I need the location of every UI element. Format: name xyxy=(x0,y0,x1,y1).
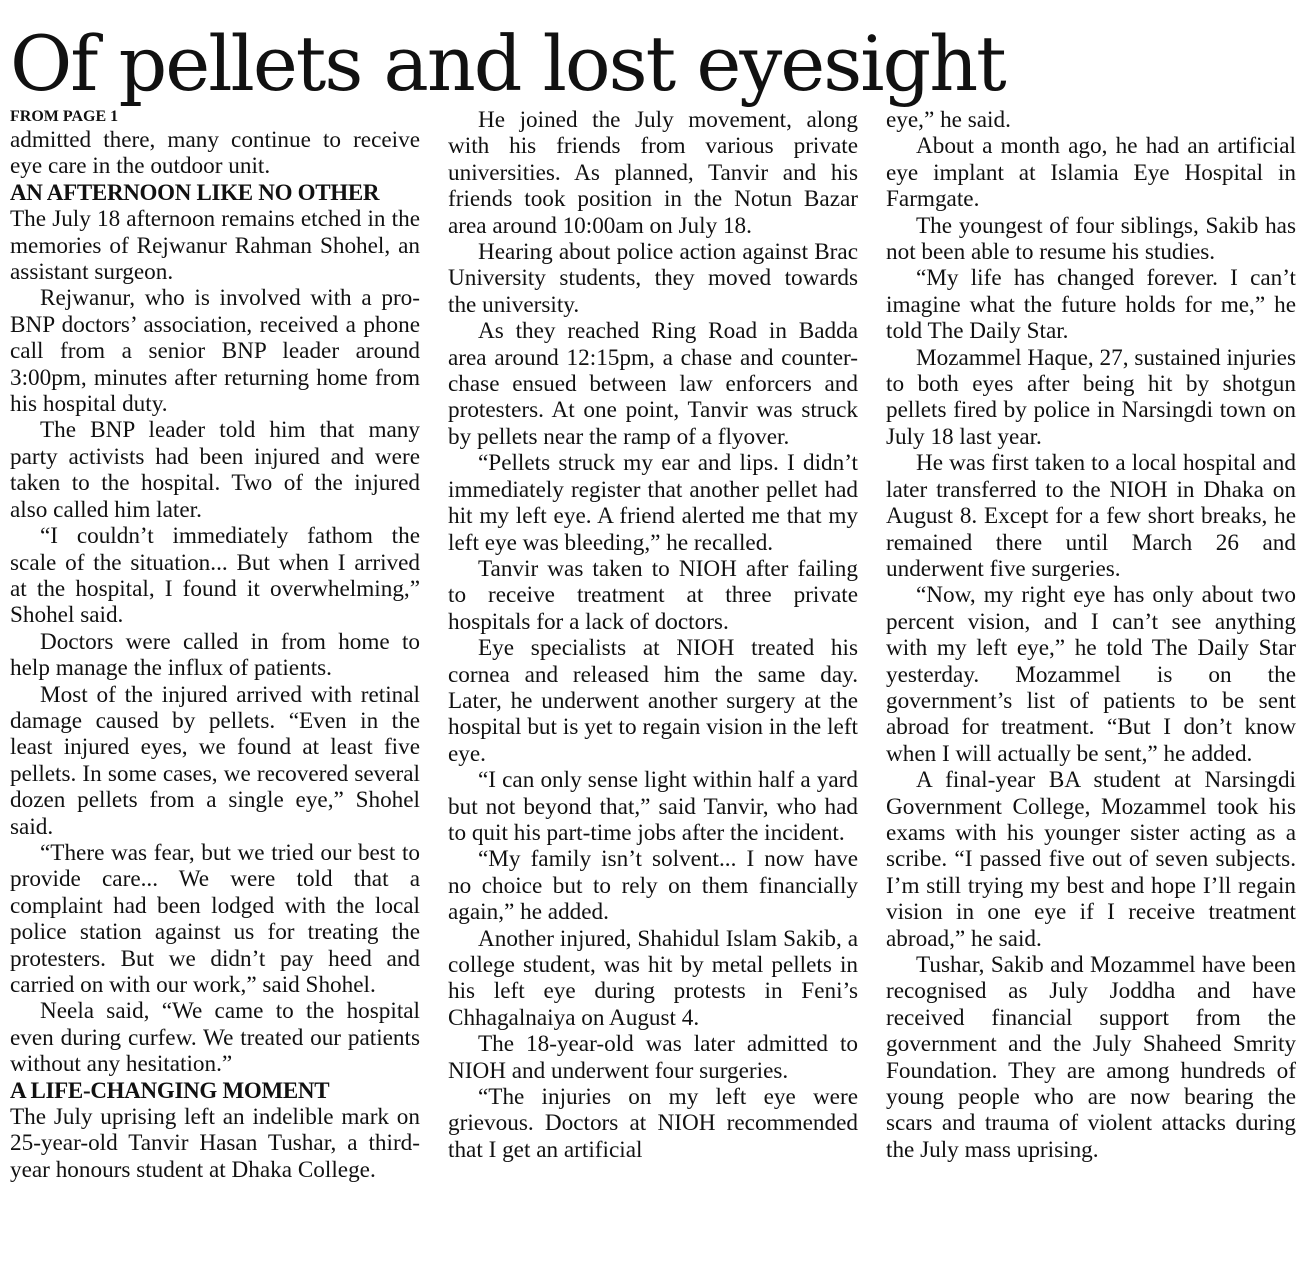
paragraph: eye,” he said. xyxy=(886,107,1011,133)
paragraph: Another injured, Shahidul Islam Sakib, a college student, was hit by metal pellets in his left eye during protests in Feni’s Chhagalnaiya on August 4. xyxy=(448,925,858,1031)
subheading: A LIFE-CHANGING MOMENT xyxy=(10,1077,330,1103)
paragraph: As they reached Ring Road in Badda area around 12:15pm, a chase and counter-chase ensued between law enforcers and protesters. At one point, Tanvir was struck by pellets near the ramp of a flyover. xyxy=(448,318,858,450)
subheading: AN AFTERNOON LIKE NO OTHER xyxy=(10,179,380,205)
paragraph: He was first taken to a local hospital and later transferred to the NIOH in Dhaka on August 8. Except for a few short breaks, he remained there until March 26 and underwent five surgeries. xyxy=(886,450,1296,582)
paragraph: “The injuries on my left eye were grievous. Doctors at NIOH recommended that I get an artificial xyxy=(448,1084,858,1163)
paragraph: Most of the injured arrived with retinal damage caused by pellets. “Even in the least injured eyes, we found at least five pellets. In some cases, we recovered several dozen pellets from a single eye,” Shohel said. xyxy=(10,681,420,840)
paragraph: The BNP leader told him that many party activists had been injured and were taken to the hospital. Two of the injured also called him later. xyxy=(10,417,420,523)
paragraph: Eye specialists at NIOH treated his cornea and released him the same day. Later, he underwent another surgery at the hospital but is yet to regain vision in the left eye. xyxy=(448,635,858,767)
paragraph: “My life has changed forever. I can’t imagine what the future holds for me,” he told The Daily Star. xyxy=(886,265,1296,345)
paragraph: He joined the July movement, along with his friends from various private universities. As planned, Tanvir and his friends took position in the Notun Bazar area around 10:00am on July 18. xyxy=(448,107,858,239)
paragraph: About a month ago, he had an artificial eye implant at Islamia Eye Hospital in Farmgate. xyxy=(886,133,1296,213)
paragraph: “Now, my right eye has only about two percent vision, and I can’t see anything with my left eye,” he told The Daily Star yesterday. Mozammel is on the government’s list of patients to be sent abroad for treatment. “But I don’t know when I will actually be sent,” he added. xyxy=(886,582,1296,767)
paragraph: Tushar, Sakib and Mozammel have been recognised as July Joddha and have received financial support from the government and the July Shaheed Smrity Foundation. They are among hundreds of young people who are now bearing the scars and trauma of violent attacks during the July mass uprising. xyxy=(886,952,1296,1163)
paragraph: A final-year BA student at Narsingdi Government College, Mozammel took his exams with his younger sister acting as a scribe. “I passed five out of seven subjects. I’m still trying my best and hope I’ll regain vision in one eye if I receive treatment abroad,” he said. xyxy=(886,767,1296,952)
paragraph: The July uprising left an indelible mark on 25-year-old Tanvir Hasan Tushar, a third-year honours student at Dhaka College. xyxy=(10,1104,420,1183)
paragraph: Mozammel Haque, 27, sustained injuries to both eyes after being hit by shotgun pellets fired by police in Narsingdi town on July 18 last year. xyxy=(886,344,1296,450)
paragraph: The youngest of four siblings, Sakib has not been able to resume his studies. xyxy=(886,212,1296,266)
paragraph: “I couldn’t immediately fathom the scale of the situation... But when I arrived at the hospital, I found it overwhelming,” Shohel said. xyxy=(10,523,420,629)
paragraph: Doctors were called in from home to help manage the influx of patients. xyxy=(10,628,420,682)
paragraph: “Pellets struck my ear and lips. I didn’t immediately register that another pellet had hit my left eye. A friend alerted me that my left eye was bleeding,” he recalled. xyxy=(448,450,858,556)
column-2 xyxy=(448,107,858,1163)
headline: Of pellets and lost eyesight xyxy=(10,19,1005,108)
paragraph: The July 18 afternoon remains etched in the memories of Rejwanur Rahman Shohel, an assistant surgeon. xyxy=(10,206,420,286)
paragraph: admitted there, many continue to receive eye care in the outdoor unit. xyxy=(10,127,420,180)
paragraph: “I can only sense light within half a yard but not beyond that,” said Tanvir, who had to quit his part-time jobs after the incident. xyxy=(448,767,858,846)
column-1 xyxy=(10,107,420,1183)
paragraph: “There was fear, but we tried our best to provide care... We were told that a complaint had been lodged with the local police station against us for treating the protesters. But we didn’t pay heed and carried on with our work,” said Shohel. xyxy=(10,839,420,998)
paragraph: Hearing about police action against Brac University students, they moved towards the university. xyxy=(448,239,858,318)
paragraph: “My family isn’t solvent... I now have no choice but to rely on them financially again,” he added. xyxy=(448,846,858,926)
paragraph: The 18-year-old was later admitted to NIOH and underwent four surgeries. xyxy=(448,1031,858,1084)
paragraph: Neela said, “We came to the hospital even during curfew. We treated our patients without any hesitation.” xyxy=(10,998,420,1078)
jump-kicker: FROM PAGE 1 xyxy=(10,108,119,125)
paragraph: Tanvir was taken to NIOH after failing to receive treatment at three private hospitals for a lack of doctors. xyxy=(448,555,858,635)
column-3 xyxy=(886,107,1296,1163)
paragraph: Rejwanur, who is involved with a pro-BNP doctors’ association, received a phone call from a senior BNP leader around 3:00pm, minutes after returning home from his hospital duty. xyxy=(10,285,420,418)
